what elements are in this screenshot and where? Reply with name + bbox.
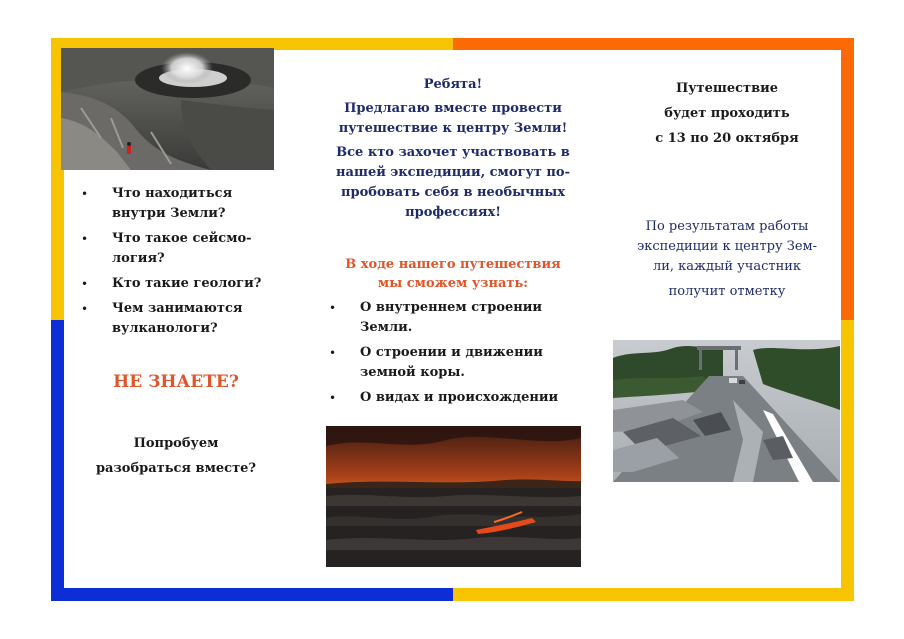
dont-know-heading: НЕ ЗНАЕТЕ? (113, 372, 239, 392)
try-together-text: Попробуем разобраться вместе? (95, 436, 257, 476)
question-item: • Чем занимаются вулканологи? (80, 299, 280, 339)
results-text: По результатам работы экспедиции к центру Зем- ли, каждый участник получит отметку (636, 219, 818, 299)
frame-right-orange (841, 38, 854, 320)
greeting: Ребята! (423, 77, 483, 92)
learn-heading: В ходе нашего путешествия мы сможем узнать: (345, 257, 561, 291)
frame-bottom-left-blue (51, 588, 453, 601)
cracked-road-photo (613, 340, 840, 482)
topics-list (327, 298, 575, 413)
frame-top-right-orange (453, 38, 854, 50)
topic-item: • О видах и происхождении (327, 388, 575, 408)
frame-right-yellow (841, 320, 854, 601)
frame-left-blue (51, 320, 64, 601)
intro-text: Предлагаю вместе провести путешествие к центру Земли! Все кто захочет участвовать в нашей экспедиции, смогут по- пробовать себя в необычных профессиях! (336, 101, 570, 220)
volcano-crater-photo (61, 48, 274, 170)
trip-dates-text: Путешествие будет проходить с 13 по 20 октября (655, 81, 799, 146)
question-item: • Что находиться внутри Земли? (80, 184, 280, 224)
questions-list (80, 184, 280, 344)
topic-item: • О внутреннем строении Земли. (327, 298, 575, 338)
lava-field-photo (326, 426, 581, 567)
topic-item: • О строении и движении земной коры. (327, 343, 575, 383)
question-item: • Кто такие геологи? (80, 274, 280, 294)
frame-bottom-right-yellow (453, 588, 854, 601)
question-item: • Что такое сейсмо- логия? (80, 229, 280, 269)
